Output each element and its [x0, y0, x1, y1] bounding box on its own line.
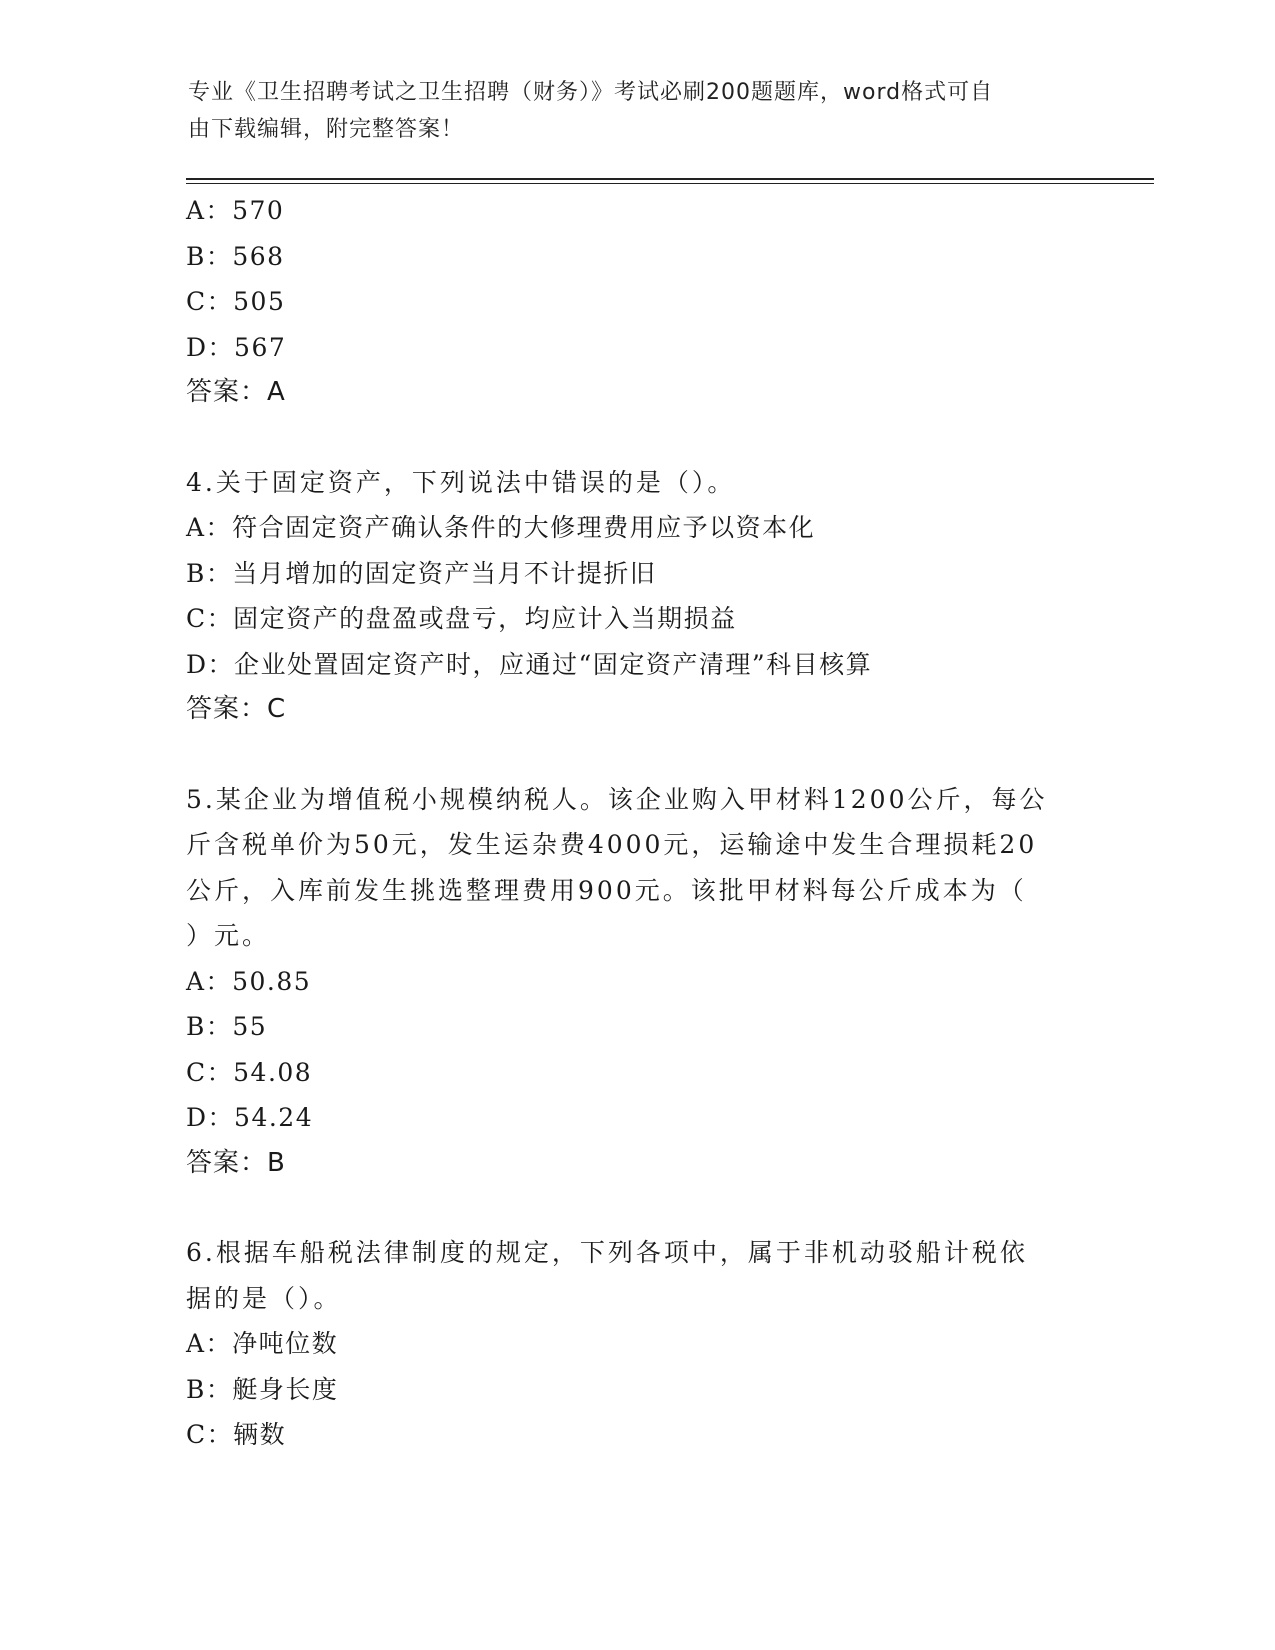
option-text: 固定资产的盘盈或盘亏，均应计入当期损益: [233, 604, 737, 633]
question-stem-line: 公斤，入库前发生挑选整理费用900元。该批甲材料每公斤成本为（: [186, 875, 1027, 905]
option-key: A：: [186, 1329, 233, 1358]
option-text: 净吨位数: [232, 1329, 339, 1358]
option-row: [186, 959, 1086, 1005]
option-row: [186, 1321, 1086, 1367]
option-key: A：: [186, 196, 233, 225]
option-row: [186, 642, 1086, 688]
option-key: B：: [186, 1374, 233, 1404]
option-key: C：: [186, 604, 234, 633]
answer-line: 答案：B: [186, 1147, 286, 1178]
option-text: 50.85: [232, 966, 312, 996]
option-row: [186, 505, 1086, 551]
option-text: 辆数: [233, 1420, 287, 1449]
header-rule: [186, 178, 1154, 180]
answer-line: 答案：C: [186, 694, 287, 724]
option-key: D：: [186, 1103, 235, 1132]
option-row: [186, 279, 1086, 325]
option-row: [186, 1412, 1086, 1458]
option-text: 企业处置固定资产时，应通过“固定资产清理”科目核算: [234, 649, 873, 679]
option-key: D：: [186, 332, 235, 362]
option-row: [186, 551, 1086, 597]
option-row: [186, 1050, 1086, 1096]
option-key: B：: [186, 558, 233, 588]
option-text: 54.24: [234, 1103, 314, 1132]
question-stem-line: 据的是（）。: [186, 1283, 342, 1313]
block-gap: [186, 416, 1086, 460]
option-text: 符合固定资产确认条件的大修理费用应予以资本化: [232, 513, 816, 542]
question-stem-line: 斤含税单价为50元，发生运杂费4000元，运输途中发生合理损耗20: [186, 830, 1038, 859]
option-row: [186, 1367, 1086, 1413]
block-gap: [186, 1186, 1086, 1230]
option-row: [186, 188, 1086, 234]
header-rule-thin: [186, 183, 1154, 184]
question-stem-line: 6.根据车船税法律制度的规定，下列各项中，属于非机动驳船计税依: [186, 1238, 1028, 1267]
option-key: B：: [186, 1012, 233, 1041]
header-line-1: 专业《卫生招聘考试之卫生招聘（财务）》考试必刷200题题库，word格式可自: [188, 80, 994, 105]
question-stem-line: 4.关于固定资产，下列说法中错误的是（）。: [186, 467, 736, 497]
header-line-2: 由下载编辑，附完整答案！: [188, 117, 465, 142]
option-text: 当月增加的固定资产当月不计提折旧: [232, 558, 657, 588]
option-row: [186, 1004, 1086, 1050]
option-key: A：: [186, 966, 233, 996]
option-key: D：: [186, 649, 235, 679]
question-block: [186, 1230, 1086, 1458]
option-key: C：: [186, 1420, 234, 1449]
question-block: [186, 777, 1086, 1187]
option-row: [186, 234, 1086, 280]
option-key: A：: [186, 513, 233, 542]
option-text: 艇身长度: [232, 1374, 339, 1404]
question-list: [186, 188, 1086, 1458]
question-block: [186, 460, 1086, 733]
question-stem-line: ）元。: [186, 921, 271, 950]
option-key: B：: [186, 241, 233, 271]
option-row: [186, 1095, 1086, 1141]
question-stem-line: 5.某企业为增值税小规模纳税人。该企业购入甲材料1200公斤，每公: [186, 784, 1048, 814]
document-header: [188, 74, 1068, 148]
option-row: [186, 596, 1086, 642]
option-text: 55: [232, 1012, 268, 1041]
option-text: 570: [232, 196, 285, 225]
option-text: 54.08: [233, 1057, 313, 1087]
question-block: [186, 188, 1086, 416]
block-gap: [186, 733, 1086, 777]
option-row: [186, 325, 1086, 371]
option-text: 568: [232, 241, 285, 271]
option-key: C：: [186, 1057, 234, 1087]
answer-line: 答案：A: [186, 377, 286, 407]
option-text: 505: [233, 287, 286, 316]
option-key: C：: [186, 287, 234, 316]
option-text: 567: [234, 332, 287, 362]
